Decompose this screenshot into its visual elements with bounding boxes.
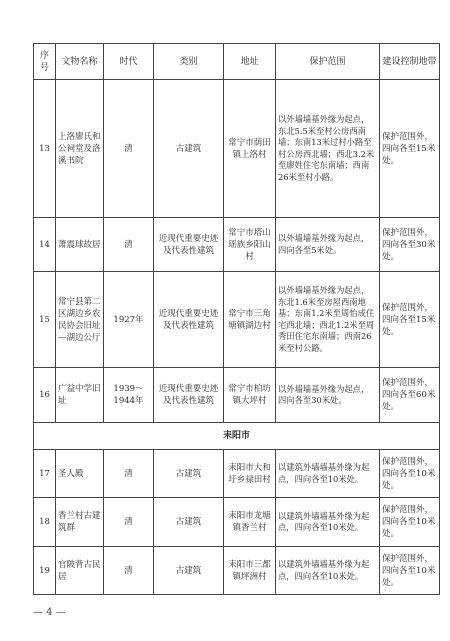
table-row (34, 80, 440, 218)
cell-no: 13 (34, 80, 56, 218)
cell-category: 古建筑 (154, 547, 224, 595)
table-row (34, 450, 440, 498)
cell-name: 上洛廖氏和公祠堂及洛溪书院 (56, 80, 104, 218)
cell-name: 圣人殿 (56, 450, 104, 498)
cell-name: 常宁县第二区湖边乡农民协会旧址—湖边公厅 (56, 272, 104, 368)
table-row (34, 498, 440, 547)
cell-address: 常宁市三角塘镇湖边村 (224, 272, 276, 368)
cell-address: 耒阳市龙塘镇香兰村 (224, 498, 276, 547)
cell-era: 清 (104, 218, 154, 272)
cell-name: 广益中学旧址 (56, 368, 104, 423)
cell-no: 19 (34, 547, 56, 595)
cell-era: 1939～1944年 (104, 368, 154, 423)
cell-category: 近现代重要史迹及代表性建筑 (154, 218, 224, 272)
cell-control-zone: 保护范围外，四向各至15米处。 (380, 80, 440, 218)
cell-control-zone: 保护范围外，四向各至30米处。 (380, 218, 440, 272)
cell-no: 17 (34, 450, 56, 498)
cell-address: 常宁市荫田镇上洛村 (224, 80, 276, 218)
cell-name: 香兰村古建筑群 (56, 498, 104, 547)
cell-control-zone: 保护范围外，四向各至10米处。 (380, 450, 440, 498)
cell-protection-range: 以外墙墙基外缘为起点，四向各至30米处。 (276, 368, 380, 423)
cell-no: 16 (34, 368, 56, 423)
cell-name: 萧震球故居 (56, 218, 104, 272)
cell-protection-range: 以建筑外墙墙基外缘为起点，四向各至10米处。 (276, 498, 380, 547)
col-header-era: 时代 (104, 44, 154, 80)
cell-protection-range: 以外墙墙基外缘为起点，东北5.5米至村公房西南墙；东南13米过村小路至村公房西北墙；西北3.2米至廖姓住宅东南墙；西南26米至村小路。 (276, 80, 380, 218)
cell-no: 14 (34, 218, 56, 272)
page-number: — 4 — (33, 607, 66, 618)
heritage-table (33, 43, 440, 595)
cell-protection-range: 以外墙墙基外缘为起点，东北1.6米至房屋西南地基；东南1.2米至周怡成住宅西北墙；西北1.2米至周秀田住宅东南墙；西南26米至村公路。 (276, 272, 380, 368)
col-header-address: 地址 (224, 44, 276, 80)
cell-address: 常宁市塔山瑶族乡阳山村 (224, 218, 276, 272)
col-header-name: 文物名称 (56, 44, 104, 80)
col-header-category: 类别 (154, 44, 224, 80)
section-row (34, 423, 440, 450)
cell-protection-range: 以建筑外墙墙基外缘为起点，四向各至10米处。 (276, 547, 380, 595)
cell-control-zone: 保护范围外，四向各至60米处。 (380, 368, 440, 423)
section-title: 耒阳市 (34, 423, 440, 450)
table-header-row (34, 44, 440, 80)
table-row (34, 218, 440, 272)
col-header-protection-range: 保护范围 (276, 44, 380, 80)
cell-control-zone: 保护范围外，四向各至10米处。 (380, 547, 440, 595)
cell-address: 耒阳市三都镇坪洲村 (224, 547, 276, 595)
col-header-no: 序号 (34, 44, 56, 80)
cell-category: 近现代重要史迹及代表性建筑 (154, 272, 224, 368)
cell-no: 18 (34, 498, 56, 547)
cell-address: 耒阳市大和圩乡禄田村 (224, 450, 276, 498)
cell-category: 古建筑 (154, 450, 224, 498)
cell-category: 古建筑 (154, 498, 224, 547)
cell-category: 近现代重要史迹及代表性建筑 (154, 368, 224, 423)
cell-era: 1927年 (104, 272, 154, 368)
cell-category: 古建筑 (154, 80, 224, 218)
cell-era: 清 (104, 450, 154, 498)
cell-era: 清 (104, 80, 154, 218)
cell-no: 15 (34, 272, 56, 368)
cell-protection-range: 以外墙墙基外缘为起点，四向各至5米处。 (276, 218, 380, 272)
table-row (34, 368, 440, 423)
table-row (34, 547, 440, 595)
col-header-control-zone: 建设控制地带 (380, 44, 440, 80)
cell-era: 清 (104, 547, 154, 595)
cell-protection-range: 以建筑外墙墙基外缘为起点，四向各至10米处。 (276, 450, 380, 498)
table-row (34, 272, 440, 368)
cell-control-zone: 保护范围外，四向各至10米处。 (380, 498, 440, 547)
cell-name: 官陂背古民居 (56, 547, 104, 595)
cell-address: 常宁市柏坊镇大坪村 (224, 368, 276, 423)
cell-control-zone: 保护范围外，四向各至15米处。 (380, 272, 440, 368)
cell-era: 清 (104, 498, 154, 547)
